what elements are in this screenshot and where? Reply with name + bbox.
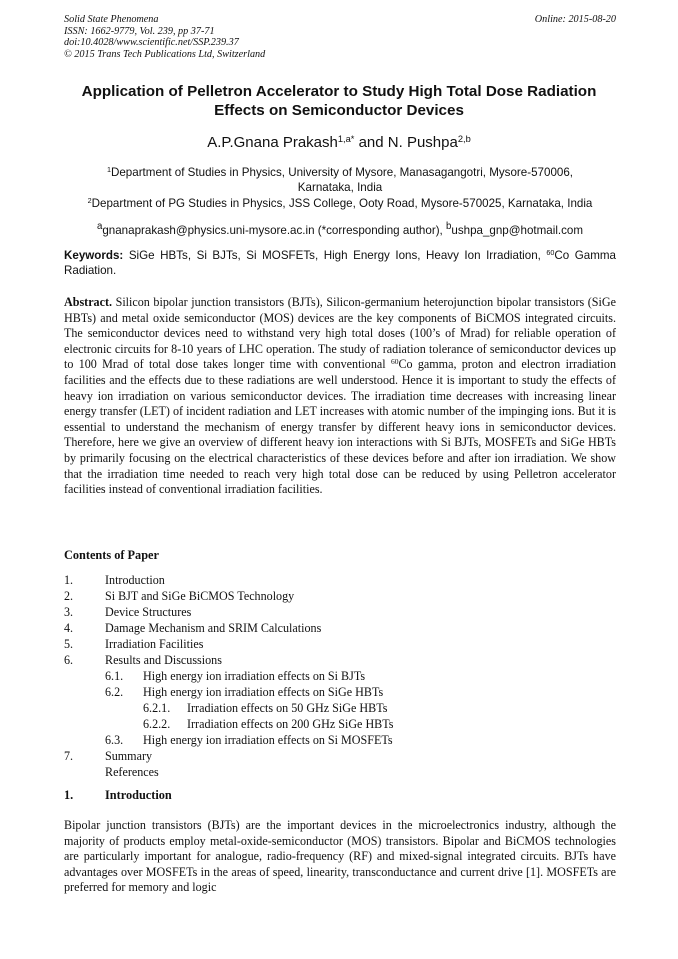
toc-item bbox=[64, 764, 624, 780]
author-1: A.P.Gnana Prakash bbox=[207, 134, 338, 151]
toc-item bbox=[64, 652, 624, 668]
toc-item-label: Irradiation effects on 200 GHz SiGe HBTs bbox=[187, 717, 394, 731]
affiliation-1-sup: 1 bbox=[106, 165, 111, 175]
toc-item bbox=[64, 716, 624, 732]
email-a[interactable]: gnanaprakash@physics.uni-mysore.ac.in (*corresponding author), bbox=[102, 223, 446, 237]
toc-item-number: 7. bbox=[64, 749, 74, 763]
toc-item bbox=[64, 604, 624, 620]
toc-item-label: Device Structures bbox=[105, 605, 192, 619]
introduction-number: 1. bbox=[64, 788, 74, 802]
abstract bbox=[64, 295, 616, 498]
keywords-text-1: SiGe HBTs, Si BJTs, Si MOSFETs, High Energy Ions, Heavy Ion Irradiation, bbox=[123, 249, 547, 262]
toc-item-label: High energy ion irradiation effects on Si MOSFETs bbox=[143, 733, 393, 747]
affiliation-2-sup: 2 bbox=[87, 196, 92, 206]
keywords bbox=[64, 248, 616, 278]
toc-item-label: References bbox=[105, 765, 159, 779]
affiliation-2 bbox=[64, 196, 616, 211]
journal-name: Solid State Phenomena bbox=[64, 14, 159, 25]
email-b[interactable]: ushpa_gnp@hotmail.com bbox=[451, 223, 584, 237]
toc-item bbox=[64, 700, 624, 716]
keywords-text-2: Co Gamma Radiation. bbox=[64, 249, 616, 277]
keywords-label: Keywords: bbox=[64, 249, 124, 262]
toc-item bbox=[64, 636, 624, 652]
toc-item bbox=[64, 668, 624, 684]
author-2-sup: 2,b bbox=[457, 133, 471, 144]
author-1-sup: 1,a* bbox=[337, 133, 355, 144]
introduction-text: Bipolar junction transistors (BJTs) are the important devices in the microelectronics industry, although the majority of products employ metal-oxide-semiconductor (MOS) transistors. Bipolar and BiCMOS technologies are particularly important for analogue, radio-frequency (RF) and mixed-signal integrated circuits. BJTs have advantages over MOSFETs in the areas of speed, linearity, transconductance and current drive [1]. MOSFETs are preferred for memory and logic bbox=[64, 818, 616, 895]
affiliation-2-line-1: Department of PG Studies in Physics, JSS College, Ooty Road, Mysore-570025, Karnataka, India bbox=[91, 197, 593, 210]
affiliation-1-line-2: Karnataka, India bbox=[297, 181, 383, 194]
abstract-text-1: Silicon bipolar junction transistors (BJTs), Silicon-germanium heterojunction bipolar transistors (SiGe HBTs) and metal oxide semiconductor (MOS) devices are the key components of BiCMOS integrated circuits. The semiconductor devices need to withstand very high total doses (100’s of Mrad) for reliable operation of electronic circuits for 8-10 years of LHC operation. The study of radiation tolerance of semiconductor devices up to 100 Mrad of total dose takes longer time with conventional bbox=[64, 295, 616, 372]
toc-item-number: 6.3. bbox=[105, 733, 124, 747]
journal-header bbox=[64, 14, 616, 60]
affiliation-1 bbox=[64, 165, 616, 195]
copyright-line: © 2015 Trans Tech Publications Ltd, Switzerland bbox=[64, 48, 266, 60]
toc-item-label: Results and Discussions bbox=[105, 653, 222, 667]
doi-line: doi:10.4028/www.scientific.net/SSP.239.37 bbox=[64, 37, 239, 48]
toc-item-label: High energy ion irradiation effects on SiGe HBTs bbox=[143, 685, 384, 699]
toc-item-number: 6.1. bbox=[105, 669, 124, 683]
toc-item-label: Si BJT and SiGe BiCMOS Technology bbox=[105, 589, 295, 603]
abstract-text-2: Co gamma, proton and electron irradiation facilities and the effects due to these radiations are well understood. Hence it is important to study the effects of heavy ion irradiation on various semiconductor devices. The irradiation time decreases with increasing linear energy transfer (LET) of incident radiation and LET increases with atomic number of the impinging ions. But it is essential to understand the mechanism of energy transfer by different heavy ions in semiconductor devices. Therefore, here we give an overview of different heavy ion interactions with Si BJTs, MOSFETs and SiGe HBTs by primarily focusing on the electrical characteristics of these devices before and after ion irradiation. We show that the irradiation time needed to reach very high total dose can be reduced by using Pelletron accelerator facilities instead of conventional irradiation facilities. bbox=[64, 357, 616, 497]
toc-item-label: Summary bbox=[105, 749, 153, 763]
issn-line: ISSN: 1662-9779, Vol. 239, pp 37-71 bbox=[64, 25, 215, 37]
toc-item bbox=[64, 748, 624, 764]
toc-item-number: 6.2.2. bbox=[143, 717, 171, 731]
toc-item-number: 5. bbox=[64, 637, 74, 651]
paper-title bbox=[40, 82, 638, 120]
affiliation-1-line-1: Department of Studies in Physics, University of Mysore, Manasagangotri, Mysore-570006, bbox=[110, 166, 574, 179]
toc-item-label: Irradiation Facilities bbox=[105, 637, 204, 651]
author-list bbox=[40, 133, 638, 153]
title-line-1: Application of Pelletron Accelerator to Study High Total Dose Radiation bbox=[81, 83, 597, 100]
toc-item bbox=[64, 572, 624, 588]
toc-item-label: High energy ion irradiation effects on Si BJTs bbox=[143, 669, 366, 683]
toc-item-number: 6. bbox=[64, 653, 74, 667]
keywords-sup: 60 bbox=[546, 248, 555, 258]
email-b-sup: b bbox=[446, 221, 452, 232]
toc-item-number: 6.2. bbox=[105, 685, 124, 699]
online-date: Online: 2015-08-20 bbox=[534, 14, 616, 25]
toc-item bbox=[64, 732, 624, 748]
toc-item-number: 2. bbox=[64, 589, 74, 603]
title-line-2: Effects on Semiconductor Devices bbox=[214, 102, 464, 119]
toc-item-number: 6.2.1. bbox=[143, 701, 171, 715]
toc-item bbox=[64, 684, 624, 700]
abstract-label: Abstract. bbox=[64, 295, 113, 309]
introduction-title: Introduction bbox=[105, 788, 172, 802]
author-emails bbox=[64, 219, 616, 238]
table-of-contents bbox=[64, 572, 624, 780]
contents-heading: Contents of Paper bbox=[64, 548, 159, 562]
toc-item bbox=[64, 588, 624, 604]
toc-item-number: 3. bbox=[64, 605, 74, 619]
author-2: N. Pushpa bbox=[387, 134, 458, 151]
toc-item-label: Irradiation effects on 50 GHz SiGe HBTs bbox=[187, 701, 388, 715]
toc-item-label: Introduction bbox=[105, 573, 165, 587]
author-connector: and bbox=[354, 134, 388, 151]
abstract-sup: 60 bbox=[390, 357, 399, 367]
email-a-sup: a bbox=[96, 221, 103, 232]
toc-item-number: 4. bbox=[64, 621, 74, 635]
toc-item bbox=[64, 620, 624, 636]
toc-item-label: Damage Mechanism and SRIM Calculations bbox=[105, 621, 322, 635]
toc-item-number: 1. bbox=[64, 573, 74, 587]
